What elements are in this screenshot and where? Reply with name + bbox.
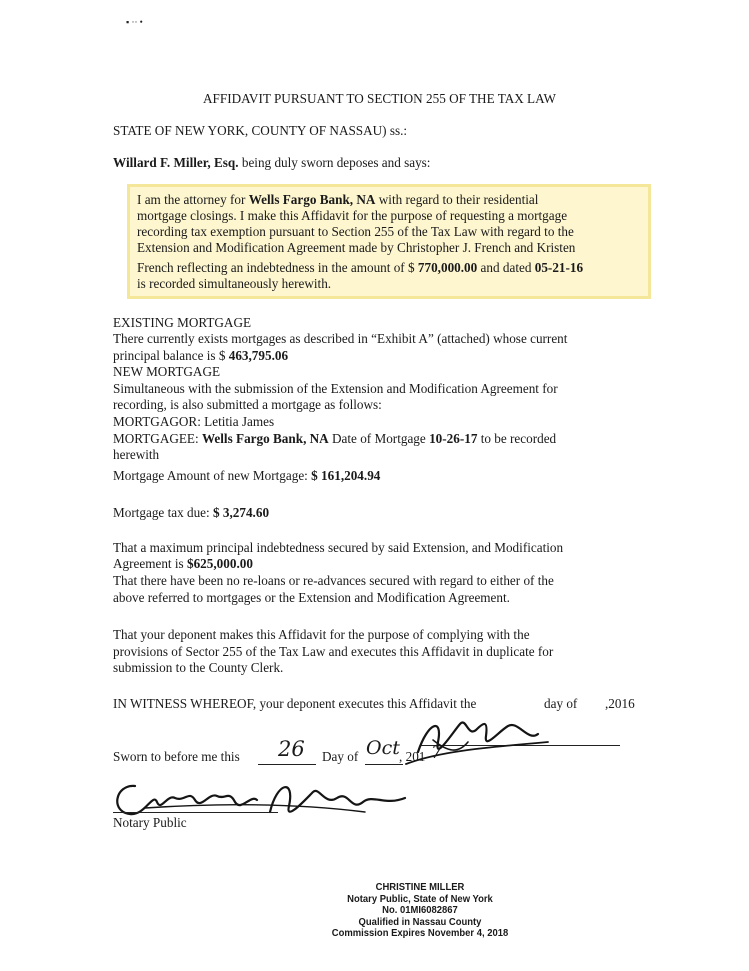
sworn-line xyxy=(113,749,240,766)
maximum-line-2 xyxy=(113,556,253,573)
deponent-text: being duly sworn deposes and says: xyxy=(238,155,431,170)
notary-signature-line xyxy=(113,812,278,813)
purpose-line-3: submission to the County Clerk. xyxy=(113,660,284,675)
purpose-line-2: provisions of Sector 255 of the Tax Law and executes this Affidavit in duplicate for xyxy=(113,644,554,659)
mortgagor-line: MORTGAGOR: Letitia James xyxy=(113,414,275,429)
date-suffix: to be recorded xyxy=(477,431,557,446)
mortgage-amount: $ 161,204.94 xyxy=(311,468,381,483)
tax-label: Mortgage tax due: xyxy=(113,505,213,520)
statement-line-5 xyxy=(137,260,583,277)
stamp-line-2: No. 01MI6082867 xyxy=(382,904,458,916)
sworn-day-handwritten: 26 xyxy=(278,737,305,761)
statement-line-3: recording tax exemption pursuant to Section 255 of the Tax Law with regard to the xyxy=(137,224,574,239)
mortgagee-line xyxy=(113,431,556,448)
document-title: AFFIDAVIT PURSUANT TO SECTION 255 OF THE TAX LAW xyxy=(203,91,557,106)
scan-marks: ▪ ·· • xyxy=(126,17,143,27)
witness-day-of: day of xyxy=(544,696,578,711)
new-mortgage-line-1: Simultaneous with the submission of the Extension and Modification Agreement for xyxy=(113,381,558,396)
indebtedness-amount: 770,000.00 xyxy=(417,260,478,275)
date-label: Date of Mortgage xyxy=(328,431,430,446)
sworn-prefix: Sworn to before me this xyxy=(113,749,240,764)
statement-text: French reflecting an indebtedness in the amount of $ xyxy=(137,260,418,275)
maximum-line-3: That there have been no re-loans or re-advances secured with regard to either of the xyxy=(113,573,554,588)
sworn-year: , 201 xyxy=(399,749,426,764)
notary-stamp xyxy=(330,882,510,940)
statement-text: and dated xyxy=(477,260,535,275)
maximum-line-4: above referred to mortgages or the Extension and Modification Agreement. xyxy=(113,590,510,605)
venue-line: STATE OF NEW YORK, COUNTY OF NASSAU) ss.: xyxy=(113,123,408,138)
sworn-day-blank xyxy=(258,764,316,765)
notary-public-label: Notary Public xyxy=(113,815,187,830)
maximum-line-1: That a maximum principal indebtedness secured by said Extension, and Modification xyxy=(113,540,564,555)
mortgagee-name: Wells Fargo Bank, NA xyxy=(201,431,329,446)
stamp-line-3: Qualified in Nassau County xyxy=(358,915,482,928)
deponent-line xyxy=(113,155,430,172)
tax-amount: $ 3,274.60 xyxy=(212,505,270,520)
principal-balance: 463,795.06 xyxy=(228,348,289,363)
stamp-notary-name: CHRISTINE MILLER xyxy=(375,881,465,893)
lender-name: Wells Fargo Bank, NA xyxy=(248,192,376,207)
mortgage-amount-line xyxy=(113,468,380,485)
mortgage-tax-line xyxy=(113,505,269,522)
mortgage-date: 10-26-17 xyxy=(429,431,478,446)
existing-mortgage-line-2 xyxy=(113,348,288,365)
witness-year: ,2016 xyxy=(605,696,635,711)
stamp-line-4: Commission Expires November 4, 2018 xyxy=(331,927,509,939)
herewith-line: herewith xyxy=(113,447,160,462)
maximum-amount: $625,000.00 xyxy=(186,556,253,571)
amount-label: Mortgage Amount of new Mortgage: xyxy=(113,468,312,483)
deponent-name: Willard F. Miller, Esq. xyxy=(113,155,239,170)
sworn-year-handwritten: 7 xyxy=(431,742,443,763)
mortgagee-label: MORTGAGEE: xyxy=(113,431,202,446)
stamp-line-1: Notary Public, State of New York xyxy=(347,892,493,905)
purpose-line-1: That your deponent makes this Affidavit for the purpose of complying with the xyxy=(113,627,530,642)
statement-line-2: mortgage closings. I make this Affidavit for the purpose of requesting a mortgage xyxy=(137,208,568,223)
existing-mortgage-heading: EXISTING MORTGAGE xyxy=(113,315,252,330)
statement-text: I am the attorney for xyxy=(137,192,249,207)
witness-text: IN WITNESS WHEREOF, your deponent executes this Affidavit the xyxy=(113,696,477,711)
sworn-day-of: Day of xyxy=(322,749,359,764)
new-mortgage-line-2: recording, is also submitted a mortgage as follows: xyxy=(113,397,382,412)
new-mortgage-heading: NEW MORTGAGE xyxy=(113,364,221,379)
sworn-month-handwritten: Oct xyxy=(366,737,400,759)
balance-label: principal balance is $ xyxy=(113,348,229,363)
maximum-label: Agreement is xyxy=(113,556,187,571)
statement-line-1 xyxy=(137,192,538,209)
statement-line-6: is recorded simultaneously herewith. xyxy=(137,276,332,291)
existing-mortgage-line-1: There currently exists mortgages as described in “Exhibit A” (attached) whose current xyxy=(113,331,568,346)
agreement-date: 05-21-16 xyxy=(534,260,584,275)
statement-line-4: Extension and Modification Agreement made by Christopher J. French and Kristen xyxy=(137,240,576,255)
statement-text: with regard to their residential xyxy=(375,192,539,207)
